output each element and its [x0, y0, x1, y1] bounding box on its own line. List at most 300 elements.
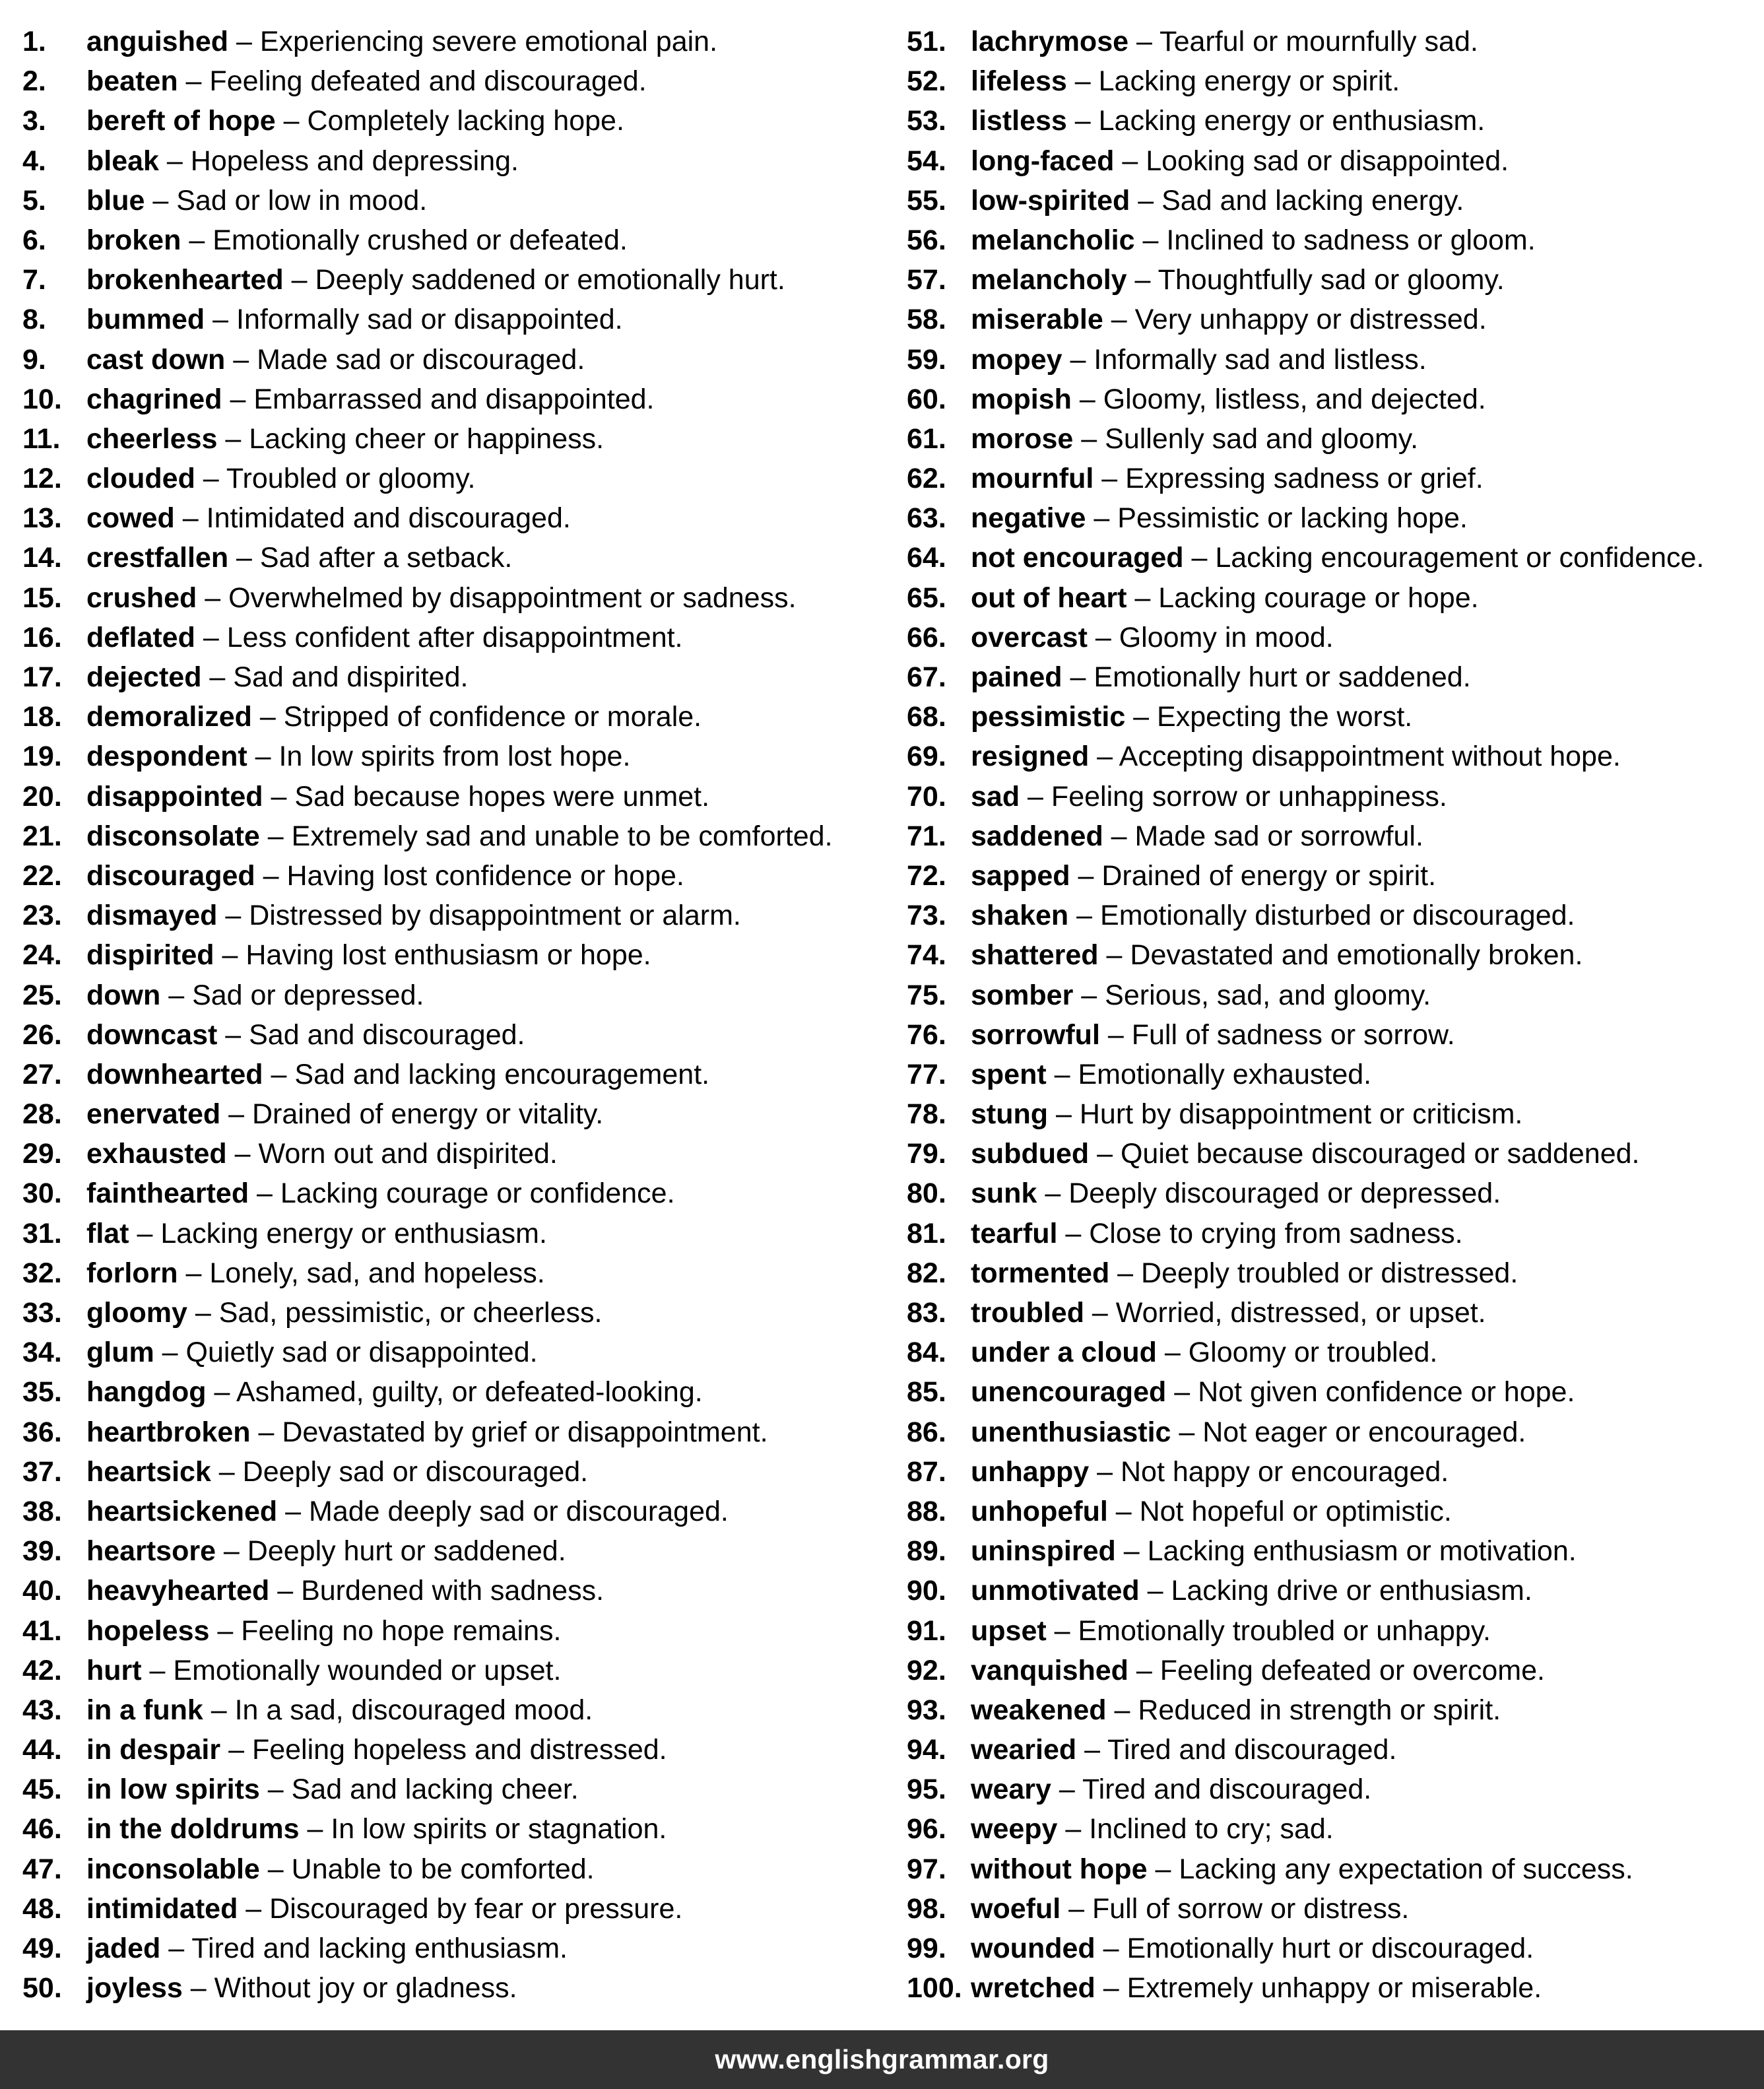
list-item-number: 75.	[907, 979, 946, 1011]
list-item-number: 42.	[22, 1654, 62, 1686]
list-item-definition: Quiet because discouraged or saddened.	[1120, 1138, 1640, 1170]
list-item-number: 50.	[22, 1972, 62, 2005]
list-item	[22, 1174, 894, 1213]
list-item-separator: –	[228, 542, 260, 574]
list-item	[22, 538, 894, 578]
list-item-number: 46.	[22, 1813, 62, 1845]
list-item-number: 66.	[907, 621, 946, 653]
list-item	[907, 697, 1764, 737]
list-item-definition: Discouraged by fear or pressure.	[269, 1892, 683, 1925]
list-item-number: 5.	[22, 184, 46, 216]
list-item-definition: Lacking enthusiasm or motivation.	[1147, 1535, 1577, 1568]
list-item-definition: Sad because hopes were unmet.	[294, 780, 710, 812]
list-item-definition: Emotionally crushed or defeated.	[212, 224, 628, 256]
list-item-separator: –	[250, 1416, 282, 1448]
list-item-separator: –	[1114, 145, 1146, 177]
list-item-definition: Deeply troubled or distressed.	[1141, 1257, 1519, 1289]
list-item-definition: Sad after a setback.	[259, 542, 513, 574]
list-item-number: 34.	[22, 1337, 62, 1369]
list-item-separator: –	[238, 1892, 270, 1925]
list-item-number: 51.	[907, 26, 946, 57]
list-item-separator: –	[141, 1654, 174, 1686]
list-item-term: melancholic	[971, 224, 1135, 256]
list-item-number: 82.	[907, 1257, 946, 1289]
list-item-definition: Tired and lacking enthusiasm.	[191, 1933, 568, 1964]
list-item-number: 45.	[22, 1774, 62, 1806]
list-item	[907, 1531, 1764, 1571]
list-item	[907, 1889, 1764, 1929]
list-item-separator: –	[220, 1098, 252, 1131]
list-item-term: beaten	[86, 65, 178, 98]
list-item-number: 2.	[22, 65, 46, 98]
list-item-term: pessimistic	[971, 701, 1126, 733]
list-item-number: 7.	[22, 264, 46, 296]
list-item-separator: –	[195, 463, 226, 495]
list-item-definition: Less confident after disappointment.	[226, 621, 683, 653]
list-item-term: glum	[86, 1337, 154, 1369]
list-item-definition: Experiencing severe emotional pain.	[259, 26, 718, 57]
list-item-definition: Distressed by disappointment or alarm.	[249, 900, 741, 932]
list-item-definition: Emotionally hurt or discouraged.	[1127, 1933, 1534, 1964]
list-item-definition: Tired and discouraged.	[1107, 1734, 1397, 1766]
list-item	[907, 1372, 1764, 1412]
list-item-term: in despair	[86, 1734, 221, 1766]
list-item-separator: –	[1156, 1337, 1189, 1369]
list-item-number: 43.	[22, 1694, 62, 1726]
list-item-definition: Embarrassed and disappointed.	[253, 383, 655, 415]
list-item-separator: –	[1166, 1376, 1198, 1409]
list-item-term: discouraged	[86, 859, 255, 892]
list-item-number: 60.	[907, 383, 946, 415]
list-item	[22, 935, 894, 975]
list-item-number: 90.	[907, 1575, 946, 1607]
list-item-term: troubled	[971, 1297, 1084, 1329]
list-item-number: 79.	[907, 1138, 946, 1170]
list-item-definition: Feeling defeated and discouraged.	[209, 65, 647, 98]
list-item-definition: Sad and dispirited.	[233, 661, 469, 693]
list-item	[907, 22, 1764, 61]
list-item-term: miserable	[971, 304, 1103, 336]
list-item-definition: Completely lacking hope.	[307, 105, 624, 137]
list-item-separator: –	[209, 1614, 242, 1647]
list-item-definition: Sad and lacking energy.	[1161, 184, 1464, 216]
list-item-term: brokenhearted	[86, 264, 284, 296]
list-item-term: dispirited	[86, 939, 214, 972]
list-item-number: 97.	[907, 1853, 946, 1885]
list-item	[907, 1968, 1764, 2008]
list-item-separator: –	[1183, 542, 1216, 574]
list-item-number: 27.	[22, 1058, 62, 1090]
list-item-term: blue	[86, 184, 145, 216]
list-item-number: 17.	[22, 661, 62, 693]
list-item-term: saddened	[971, 820, 1103, 852]
list-item	[907, 1809, 1764, 1849]
list-item	[22, 1055, 894, 1094]
list-item-term: unhappy	[971, 1455, 1090, 1488]
list-item-term: downcast	[86, 1018, 218, 1051]
list-item-definition: Emotionally hurt or saddened.	[1094, 661, 1471, 693]
list-item-number: 15.	[22, 581, 62, 614]
list-item	[907, 1651, 1764, 1690]
list-item-separator: –	[217, 900, 249, 932]
list-item-separator: –	[1089, 1455, 1121, 1488]
list-item-separator: –	[178, 65, 210, 98]
list-item-number: 87.	[907, 1455, 946, 1488]
list-item-term: overcast	[971, 621, 1088, 653]
list-item-definition: Feeling no hope remains.	[241, 1614, 562, 1647]
list-item-term: sad	[971, 780, 1020, 812]
list-item-definition: Sad or low in mood.	[176, 184, 428, 216]
list-item-separator: –	[201, 661, 234, 693]
list-item-term: wearied	[971, 1734, 1077, 1766]
list-item	[907, 61, 1764, 101]
list-item-number: 23.	[22, 900, 62, 932]
list-item-definition: Extremely unhappy or miserable.	[1127, 1972, 1542, 2005]
list-item-number: 32.	[22, 1257, 62, 1289]
list-item-definition: Not hopeful or optimistic.	[1139, 1495, 1452, 1527]
list-item-definition: Lacking energy or spirit.	[1098, 65, 1400, 98]
list-item-separator: –	[225, 343, 257, 376]
list-item-separator: –	[251, 701, 284, 733]
list-item-separator: –	[1062, 343, 1094, 376]
list-item-number: 12.	[22, 463, 62, 495]
list-item-number: 83.	[907, 1297, 946, 1329]
list-item-separator: –	[269, 1575, 302, 1607]
list-item-term: jaded	[86, 1933, 161, 1964]
list-item-separator: –	[1062, 661, 1094, 693]
list-item-separator: –	[1061, 1892, 1092, 1925]
list-item-definition: In low spirits or stagnation.	[331, 1813, 667, 1845]
list-item	[907, 1293, 1764, 1333]
list-item	[907, 1134, 1764, 1174]
list-item-separator: –	[1107, 1495, 1140, 1527]
footer-url[interactable]: www.englishgrammar.org	[715, 2044, 1049, 2074]
list-item-number: 61.	[907, 422, 946, 455]
list-item-term: deflated	[86, 621, 195, 653]
list-item-definition: Drained of energy or spirit.	[1101, 859, 1437, 892]
list-item-separator: –	[187, 1297, 219, 1329]
list-item-term: wounded	[971, 1933, 1095, 1964]
list-item	[22, 1571, 894, 1610]
list-item-number: 54.	[907, 145, 946, 177]
list-item-definition: Inclined to cry; sad.	[1089, 1813, 1334, 1845]
list-item	[907, 1571, 1764, 1610]
list-item-term: exhausted	[86, 1138, 227, 1170]
list-item-separator: –	[1094, 463, 1126, 495]
list-item-separator: –	[1134, 224, 1167, 256]
list-item-term: subdued	[971, 1138, 1090, 1170]
list-item	[907, 1730, 1764, 1770]
list-item-term: unenthusiastic	[971, 1416, 1171, 1448]
list-item-definition: Lacking drive or enthusiasm.	[1171, 1575, 1532, 1607]
list-item-number: 25.	[22, 979, 62, 1011]
list-item-separator: –	[228, 26, 260, 57]
list-item-separator: –	[1020, 780, 1051, 812]
list-item-separator: –	[259, 1853, 292, 1885]
list-item-term: sorrowful	[971, 1018, 1100, 1051]
list-item-term: clouded	[86, 463, 195, 495]
list-item-number: 67.	[907, 661, 946, 693]
list-item-definition: Emotionally disturbed or discouraged.	[1100, 900, 1575, 932]
list-item-term: unencouraged	[971, 1376, 1167, 1409]
list-item	[907, 340, 1764, 380]
list-item	[22, 1730, 894, 1770]
list-item-definition: Sad and lacking cheer.	[291, 1774, 579, 1806]
list-item-term: weakened	[971, 1694, 1107, 1726]
list-item	[907, 896, 1764, 935]
list-item	[907, 578, 1764, 618]
list-item-definition: Close to crying from sadness.	[1089, 1217, 1463, 1249]
list-item-definition: Stripped of confidence or morale.	[283, 701, 702, 733]
list-item-definition: Gloomy, listless, and dejected.	[1103, 383, 1486, 415]
list-item-term: pained	[971, 661, 1062, 693]
list-item-separator: –	[1057, 1813, 1090, 1845]
list-item-term: in a funk	[86, 1694, 203, 1726]
list-item-number: 74.	[907, 939, 946, 972]
list-item	[907, 101, 1764, 141]
list-item	[907, 181, 1764, 220]
list-item-term: crestfallen	[86, 542, 229, 574]
list-item-term: cowed	[86, 502, 175, 535]
list-item-definition: Having lost confidence or hope.	[286, 859, 684, 892]
list-item-separator: –	[1098, 939, 1130, 972]
list-item-number: 26.	[22, 1018, 62, 1051]
list-item-definition: Deeply discouraged or depressed.	[1068, 1177, 1501, 1210]
list-item-separator: –	[1106, 1694, 1138, 1726]
list-item-definition: Intimidated and discouraged.	[206, 502, 571, 535]
list-item-number: 94.	[907, 1734, 946, 1766]
list-item-term: chagrined	[86, 383, 222, 415]
list-item-definition: Unable to be comforted.	[291, 1853, 595, 1885]
list-item-definition: Full of sadness or sorrow.	[1131, 1018, 1455, 1051]
list-item-definition: Deeply sad or discouraged.	[242, 1455, 589, 1488]
list-item-definition: Not eager or encouraged.	[1202, 1416, 1526, 1448]
list-item-definition: Quietly sad or disappointed.	[185, 1337, 538, 1369]
list-item-term: demoralized	[86, 701, 252, 733]
list-item	[907, 141, 1764, 181]
list-item-term: mopish	[971, 383, 1072, 415]
list-item-number: 68.	[907, 701, 946, 733]
list-item	[22, 856, 894, 896]
list-item-separator: –	[217, 422, 249, 455]
list-item-separator: –	[1089, 1138, 1121, 1170]
list-item-separator: –	[217, 1018, 249, 1051]
list-item-separator: –	[1051, 1774, 1082, 1806]
list-item	[907, 538, 1764, 578]
list-item	[22, 1651, 894, 1690]
list-item-term: bereft of hope	[86, 105, 276, 137]
list-item-separator: –	[263, 780, 295, 812]
list-item-number: 92.	[907, 1654, 946, 1686]
list-item-term: not encouraged	[971, 542, 1184, 574]
list-item-separator: –	[145, 184, 177, 216]
list-item-term: melancholy	[971, 264, 1127, 296]
list-item	[907, 1929, 1764, 1968]
list-item-definition: Full of sorrow or distress.	[1092, 1892, 1410, 1925]
list-item-term: low-spirited	[971, 184, 1130, 216]
list-item-definition: Feeling hopeless and distressed.	[251, 1734, 667, 1766]
list-item	[22, 1412, 894, 1452]
list-item	[22, 1849, 894, 1889]
list-item-definition: Lacking courage or confidence.	[280, 1177, 675, 1210]
list-item-number: 38.	[22, 1495, 62, 1527]
list-item-definition: Overwhelmed by disappointment or sadness.	[228, 581, 797, 614]
list-item	[22, 1492, 894, 1531]
list-item-separator: –	[154, 1337, 186, 1369]
list-item-number: 96.	[907, 1813, 946, 1845]
list-item-number: 35.	[22, 1376, 62, 1409]
list-item-number: 40.	[22, 1575, 62, 1607]
list-item-term: intimidated	[86, 1892, 238, 1925]
list-item-term: out of heart	[971, 581, 1127, 614]
list-item-separator: –	[277, 1495, 310, 1527]
list-item-definition: Made deeply sad or discouraged.	[309, 1495, 729, 1527]
list-item-term: anguished	[86, 26, 229, 57]
list-item-separator: –	[214, 939, 246, 972]
list-item	[907, 1611, 1764, 1651]
list-item-number: 65.	[907, 581, 946, 614]
list-item	[22, 1214, 894, 1253]
list-item	[907, 737, 1764, 776]
list-item-term: shattered	[971, 939, 1099, 972]
list-item-term: disappointed	[86, 780, 263, 812]
list-item-separator: –	[205, 304, 236, 336]
list-item-definition: Lacking any expectation of success.	[1179, 1853, 1633, 1885]
list-item-separator: –	[1066, 105, 1099, 137]
list-item-number: 44.	[22, 1734, 62, 1766]
list-item-definition: Troubled or gloomy.	[226, 463, 476, 495]
list-item-term: bummed	[86, 304, 205, 336]
list-item-definition: Expecting the worst.	[1157, 701, 1413, 733]
list-item-separator: –	[220, 1734, 252, 1766]
list-item-number: 11.	[22, 422, 61, 455]
list-item	[22, 1770, 894, 1809]
list-item-term: uninspired	[971, 1535, 1116, 1568]
list-item-number: 6.	[22, 224, 46, 256]
list-item-number: 71.	[907, 820, 946, 852]
list-item-number: 52.	[907, 65, 946, 98]
list-item	[22, 697, 894, 737]
list-item-number: 48.	[22, 1892, 62, 1925]
list-item-number: 64.	[907, 542, 946, 574]
list-item-definition: Emotionally wounded or upset.	[173, 1654, 562, 1686]
list-item-separator: –	[1139, 1575, 1171, 1607]
list-item-separator: –	[1095, 1933, 1127, 1964]
list-item	[22, 61, 894, 101]
list-item-separator: –	[1115, 1535, 1148, 1568]
list-item-separator: –	[182, 1972, 214, 2005]
list-item	[22, 1094, 894, 1134]
list-item-separator: –	[1128, 26, 1160, 57]
list-item-separator: –	[1099, 1018, 1132, 1051]
list-item-term: dismayed	[86, 900, 218, 932]
list-item-number: 16.	[22, 621, 62, 653]
list-item	[907, 1770, 1764, 1809]
list-item-definition: Lacking encouragement or confidence.	[1215, 542, 1705, 574]
list-item-term: joyless	[86, 1972, 183, 2005]
list-item-separator: –	[211, 1455, 243, 1488]
list-item-definition: Worried, distressed, or upset.	[1115, 1297, 1486, 1329]
list-item-definition: Expressing sadness or grief.	[1125, 463, 1484, 495]
list-item-definition: Drained of energy or vitality.	[251, 1098, 604, 1131]
list-item	[22, 1253, 894, 1293]
list-item-definition: Deeply hurt or saddened.	[247, 1535, 566, 1568]
list-item-term: cheerless	[86, 422, 218, 455]
list-item-number: 3.	[22, 105, 46, 137]
list-item-term: mopey	[971, 343, 1062, 376]
list-item-number: 36.	[22, 1416, 62, 1448]
list-item-separator: –	[1130, 184, 1162, 216]
list-item-number: 59.	[907, 343, 946, 376]
list-item	[907, 1214, 1764, 1253]
word-list-column-left	[22, 22, 894, 2008]
list-item-definition: Burdened with sadness.	[301, 1575, 604, 1607]
list-item-definition: Informally sad and listless.	[1094, 343, 1427, 376]
list-item-number: 29.	[22, 1138, 62, 1170]
list-item	[22, 1333, 894, 1372]
list-item-separator: –	[1086, 502, 1118, 535]
list-item-separator: –	[259, 820, 292, 852]
list-item-number: 88.	[907, 1495, 946, 1527]
list-item	[907, 1492, 1764, 1531]
list-item-term: shaken	[971, 900, 1069, 932]
list-item	[907, 1333, 1764, 1372]
list-item	[22, 1293, 894, 1333]
list-item-separator: –	[1070, 859, 1102, 892]
list-item	[22, 976, 894, 1015]
list-item	[22, 380, 894, 419]
list-item-term: despondent	[86, 741, 247, 773]
list-item-number: 85.	[907, 1376, 946, 1409]
list-item-definition: Without joy or gladness.	[214, 1972, 517, 2005]
list-item-separator: –	[174, 502, 207, 535]
list-item	[22, 220, 894, 260]
list-item-definition: Serious, sad, and gloomy.	[1105, 979, 1431, 1011]
list-item-number: 21.	[22, 820, 62, 852]
list-item-separator: –	[1076, 1734, 1108, 1766]
list-item	[22, 1611, 894, 1651]
list-item-definition: Tearful or mournfully sad.	[1160, 26, 1478, 57]
list-item	[907, 459, 1764, 498]
list-item-separator: –	[247, 741, 279, 773]
list-item-number: 18.	[22, 701, 62, 733]
list-item	[907, 380, 1764, 419]
list-item-term: unmotivated	[971, 1575, 1140, 1607]
list-item-definition: Hopeless and depressing.	[190, 145, 519, 177]
list-item-definition: Sad and lacking encouragement.	[294, 1058, 710, 1090]
list-item-number: 1.	[22, 26, 46, 57]
list-item	[22, 1015, 894, 1055]
list-item	[22, 1968, 894, 2008]
list-item-definition: Looking sad or disappointed.	[1146, 145, 1509, 177]
list-item-term: disconsolate	[86, 820, 260, 852]
list-item-separator: –	[1057, 1217, 1090, 1249]
list-item-term: crushed	[86, 581, 197, 614]
list-item-separator: –	[215, 1535, 247, 1568]
list-item	[907, 816, 1764, 856]
list-item-definition: Devastated by grief or disappointment.	[282, 1416, 768, 1448]
list-item-separator: –	[259, 1774, 292, 1806]
list-item-number: 13.	[22, 502, 62, 535]
list-item	[907, 1253, 1764, 1293]
list-item	[22, 141, 894, 181]
list-item-separator: –	[275, 105, 308, 137]
list-item-separator: –	[158, 145, 191, 177]
list-item-term: sapped	[971, 859, 1070, 892]
list-item-separator: –	[1147, 1853, 1179, 1885]
list-item-term: flat	[86, 1217, 129, 1249]
list-item-number: 72.	[907, 859, 946, 892]
